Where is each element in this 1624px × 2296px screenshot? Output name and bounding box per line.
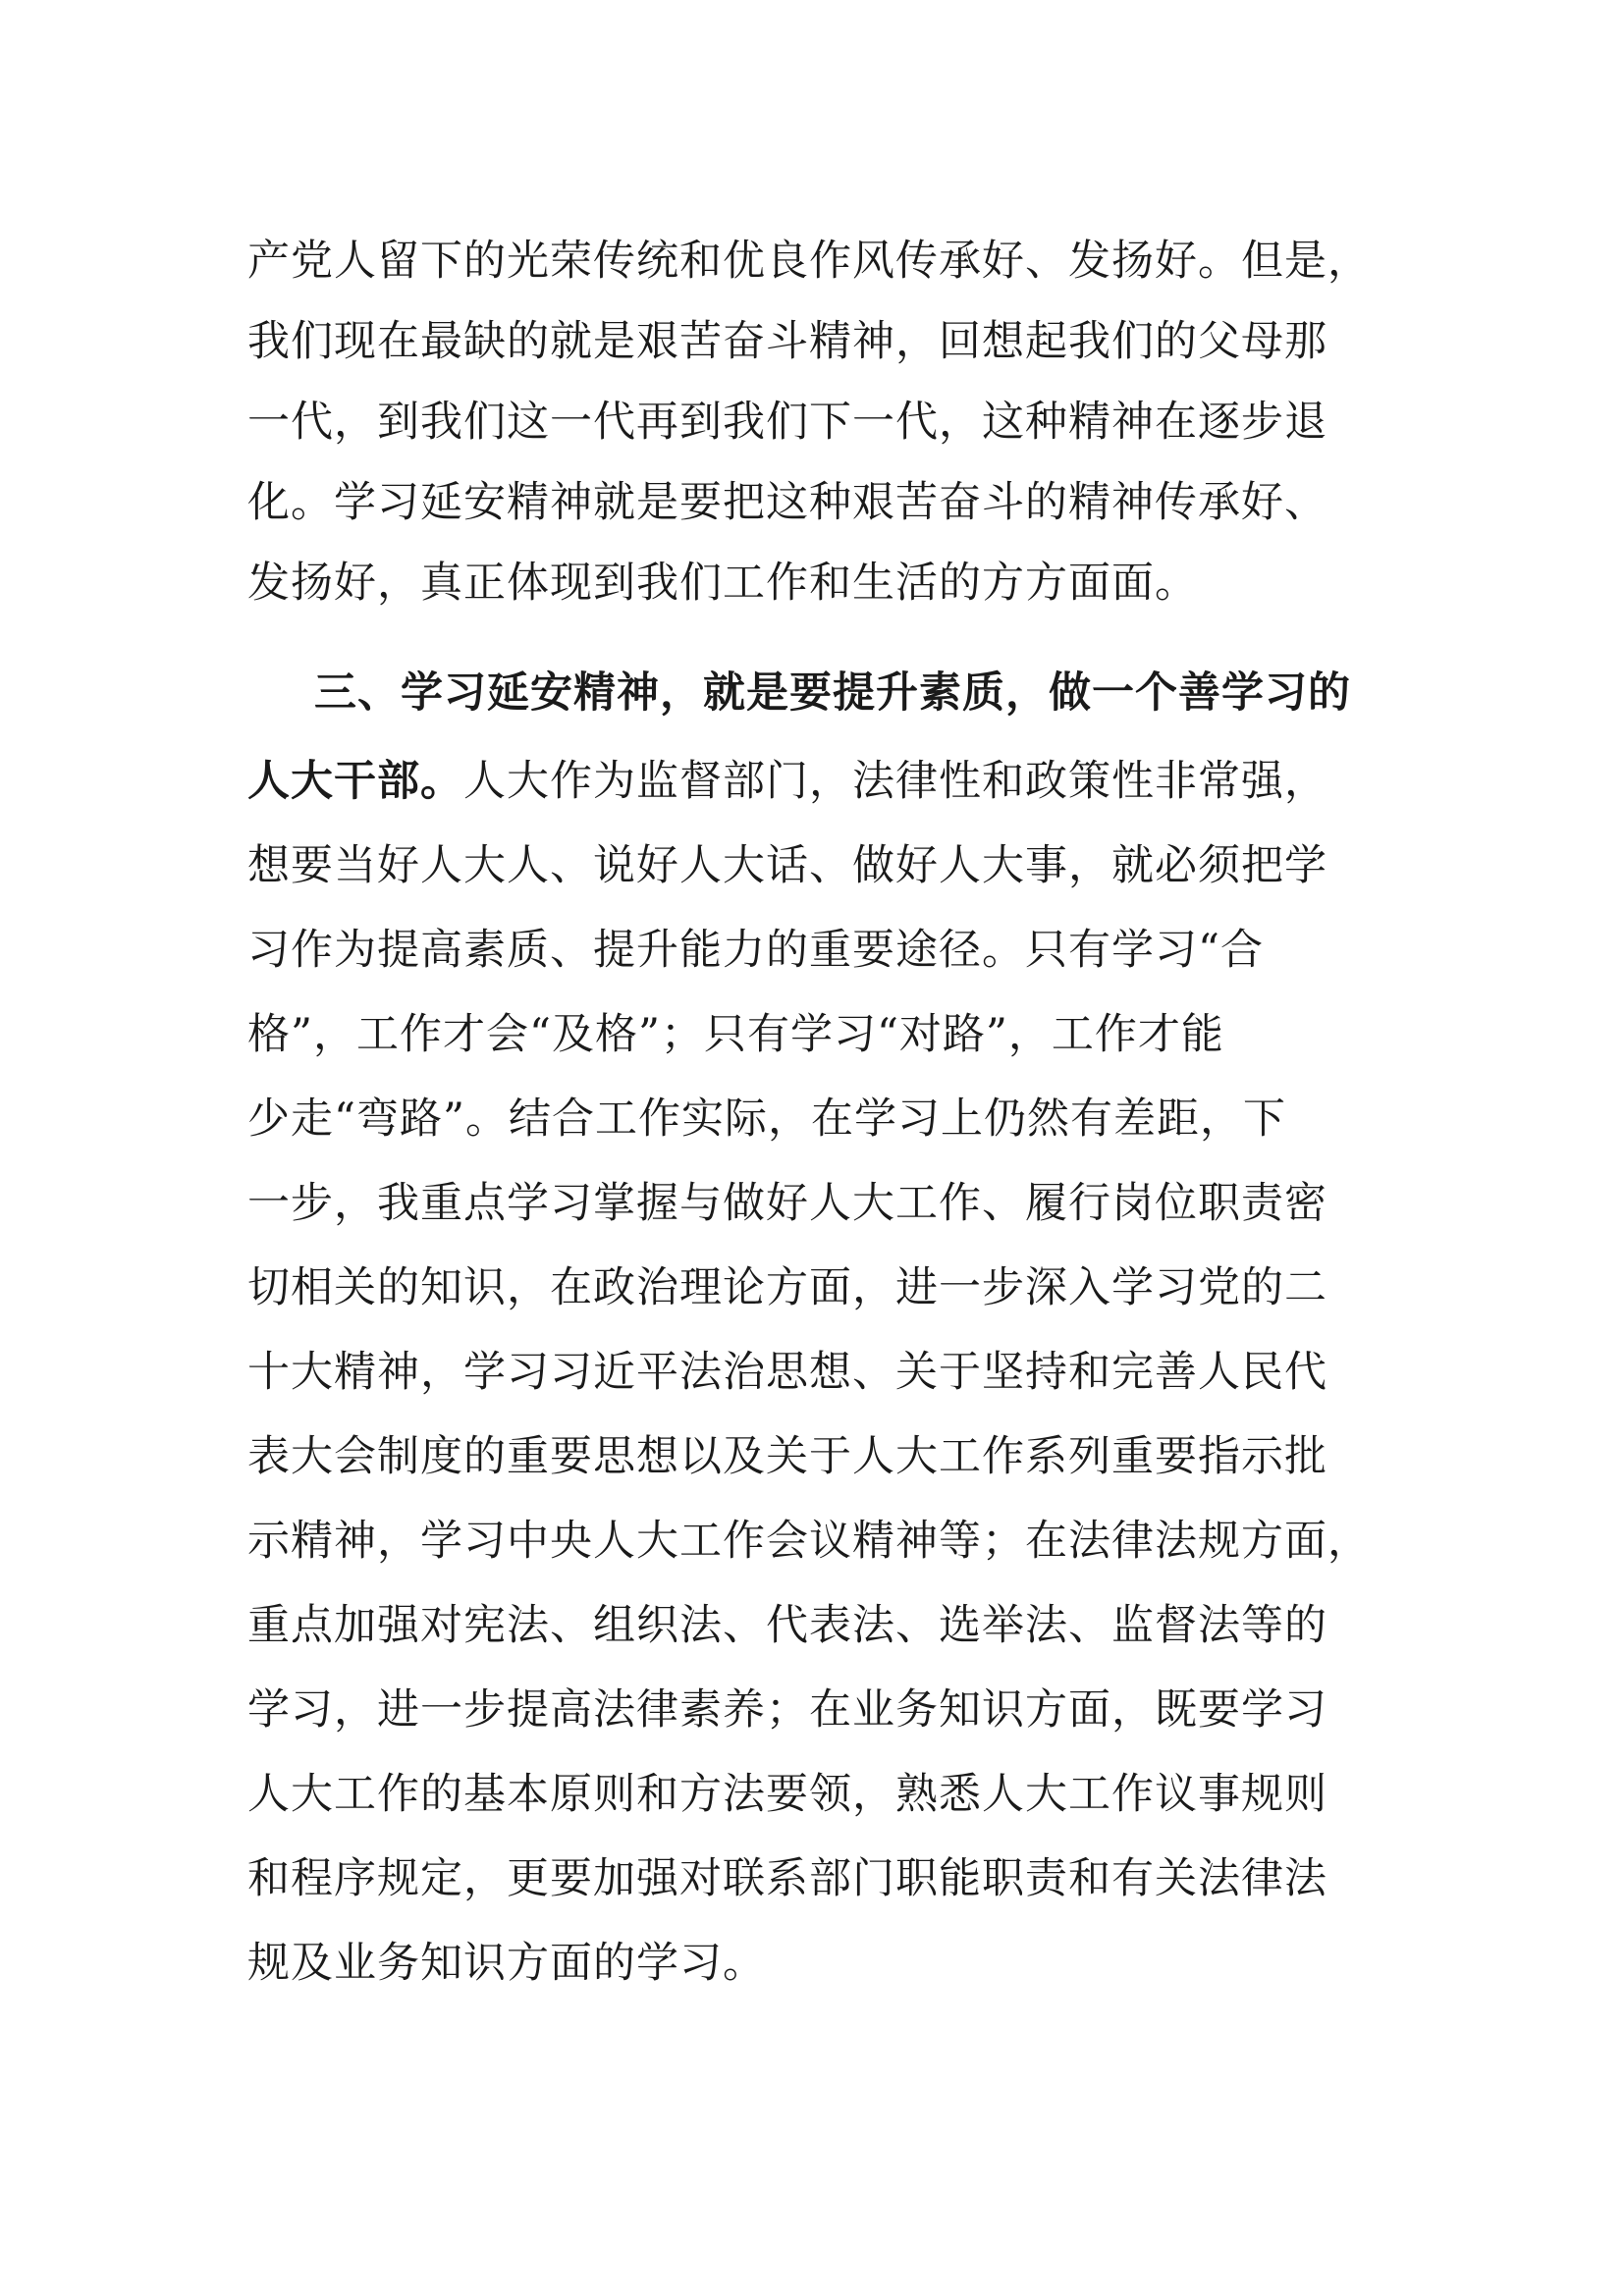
paragraph-line: 少走“弯路”。结合工作实际，在学习上仍然有差距，下 [247, 1095, 1286, 1144]
paragraph-line: 一代，到我们这一代再到我们下一代，这种精神在逐步退 [247, 398, 1327, 447]
section-heading: 三、学习延安精神，就是要提升素质，做一个善学习的 [314, 668, 1351, 718]
paragraph-line: 和程序规定，更要加强对联系部门职能职责和有关法律法 [247, 1854, 1327, 1903]
paragraph-line: 想要当好人大人、说好人大话、做好人大事，就必须把学 [247, 841, 1327, 890]
paragraph-line: 示精神，学习中央人大工作会议精神等；在法律法规方面， [247, 1517, 1371, 1566]
section-heading-end: 人大干部。 [247, 757, 463, 806]
paragraph-line: 人大工作的基本原则和方法要领，熟悉人大工作议事规则 [247, 1770, 1327, 1819]
paragraph-line: 格”，工作才会“及格”；只有学习“对路”，工作才能 [247, 1010, 1224, 1059]
paragraph-line: 学习，进一步提高法律素养；在业务知识方面，既要学习 [247, 1685, 1327, 1735]
paragraph-line: 切相关的知识，在政治理论方面，进一步深入学习党的二 [247, 1263, 1327, 1312]
paragraph-line: 规及业务知识方面的学习。 [247, 1939, 766, 1988]
paragraph-line: 习作为提高素质、提升能力的重要途径。只有学习“合 [247, 926, 1264, 975]
paragraph-line: 十大精神，学习习近平法治思想、关于坚持和完善人民代 [247, 1348, 1327, 1397]
paragraph-line: 一步，我重点学习掌握与做好人大工作、履行岗位职责密 [247, 1179, 1327, 1228]
paragraph-line: 发扬好，真正体现到我们工作和生活的方方面面。 [247, 559, 1198, 608]
paragraph-line: 我们现在最缺的就是艰苦奋斗精神，回想起我们的父母那 [247, 317, 1327, 366]
section-heading-continuation [247, 752, 1367, 811]
paragraph-line: 产党人留下的光荣传统和优良作风传承好、发扬好。但是， [247, 237, 1371, 286]
paragraph-line: 重点加强对宪法、组织法、代表法、选举法、监督法等的 [247, 1601, 1327, 1650]
paragraph-line: 化。学习延安精神就是要把这种艰苦奋斗的精神传承好、 [247, 478, 1327, 527]
paragraph-text: 人大作为监督部门，法律性和政策性非常强， [463, 757, 1327, 806]
paragraph-line: 表大会制度的重要思想以及关于人大工作系列重要指示批 [247, 1432, 1327, 1481]
